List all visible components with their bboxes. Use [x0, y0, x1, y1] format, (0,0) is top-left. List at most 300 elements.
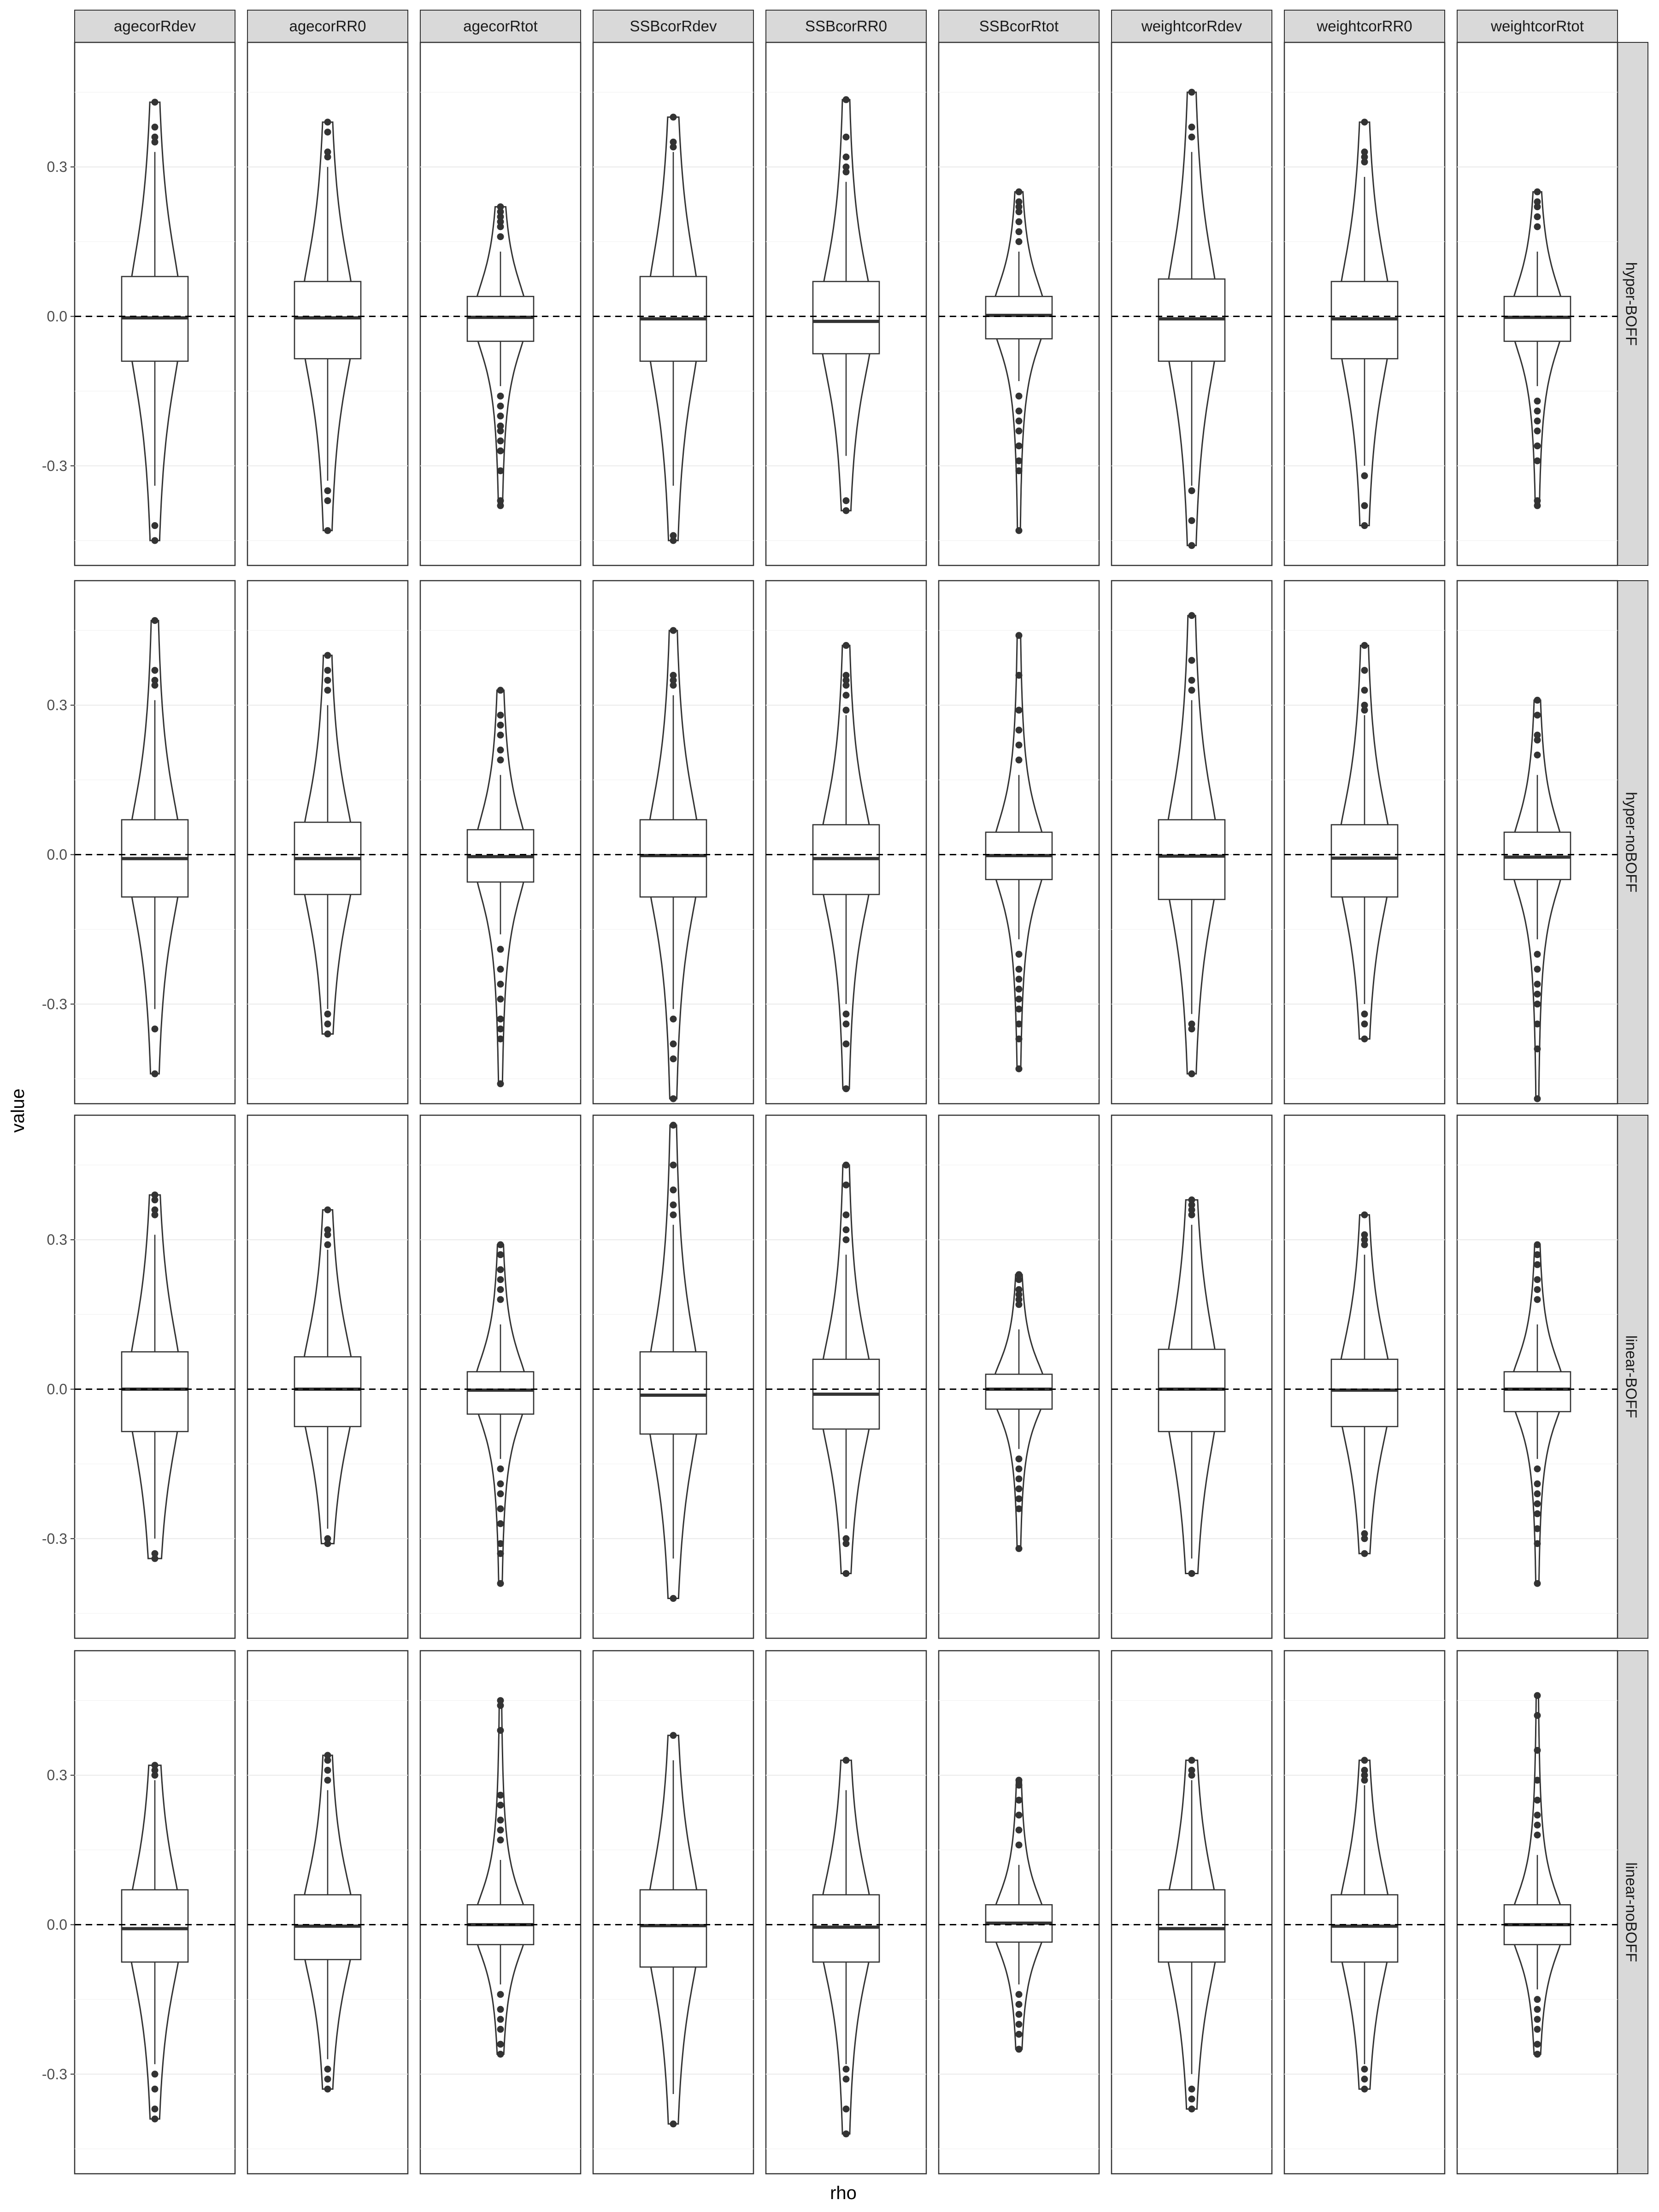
outlier-point	[670, 114, 677, 121]
outlier-point	[670, 1732, 677, 1739]
outlier-point	[670, 2120, 677, 2127]
outlier-point	[1534, 2041, 1541, 2047]
outlier-point	[1534, 2051, 1541, 2058]
outlier-point	[152, 682, 159, 689]
facet-panel	[247, 1651, 408, 2174]
outlier-point	[1534, 1812, 1541, 1818]
outlier-point	[497, 1241, 504, 1248]
outlier-point	[1188, 1757, 1195, 1764]
outlier-point	[497, 467, 504, 474]
outlier-point	[497, 1016, 504, 1023]
outlier-point	[1534, 1712, 1541, 1719]
outlier-point	[1016, 1797, 1023, 1804]
outlier-point	[1534, 1777, 1541, 1784]
outlier-point	[1016, 218, 1023, 225]
outlier-point	[1361, 1241, 1368, 1248]
outlier-point	[1361, 687, 1368, 694]
outlier-point	[1361, 2086, 1368, 2093]
facet-panel	[593, 581, 753, 1104]
outlier-point	[843, 134, 850, 141]
outlier-point	[670, 1122, 677, 1129]
column-strip-label: SSBcorRdev	[629, 18, 717, 35]
outlier-point	[843, 497, 850, 504]
outlier-point	[152, 1555, 159, 1562]
column-strip-label: agecorRR0	[289, 18, 366, 35]
outlier-point	[497, 437, 504, 444]
outlier-point	[497, 757, 504, 764]
outlier-point	[1016, 976, 1023, 982]
facet-panel	[420, 1651, 581, 2174]
outlier-point	[1534, 398, 1541, 405]
outlier-point	[1188, 2095, 1195, 2102]
outlier-point	[1188, 612, 1195, 619]
outlier-point	[1534, 1000, 1541, 1007]
outlier-point	[1534, 966, 1541, 973]
column-strip-label: weightcorRR0	[1317, 18, 1412, 35]
outlier-point	[1016, 1301, 1023, 1308]
outlier-point	[497, 1251, 504, 1258]
y-tick-label: -0.3	[41, 457, 67, 474]
outlier-point	[1534, 1276, 1541, 1283]
row-strip	[1615, 42, 1648, 565]
outlier-point	[497, 1702, 504, 1709]
column-strip	[1284, 10, 1445, 42]
outlier-point	[1188, 517, 1195, 524]
column-strip	[593, 10, 753, 42]
y-tick-label: 0.3	[47, 1231, 67, 1248]
outlier-point	[1188, 487, 1195, 494]
outlier-point	[843, 2130, 850, 2137]
outlier-point	[497, 233, 504, 240]
outlier-point	[324, 677, 331, 684]
outlier-point	[843, 707, 850, 714]
outlier-point	[152, 99, 159, 106]
outlier-point	[497, 1276, 504, 1283]
y-tick-label: 0.3	[47, 159, 67, 176]
outlier-point	[1016, 1276, 1023, 1283]
outlier-point	[152, 1196, 159, 1203]
facet-panel	[247, 1115, 408, 1638]
outlier-point	[1016, 1812, 1023, 1818]
outlier-point	[324, 1206, 331, 1213]
outlier-point	[1534, 1580, 1541, 1587]
outlier-point	[1016, 966, 1023, 973]
outlier-point	[670, 1041, 677, 1047]
outlier-point	[324, 652, 331, 659]
outlier-point	[497, 1727, 504, 1734]
outlier-point	[1534, 1296, 1541, 1303]
outlier-point	[497, 996, 504, 1003]
box-iqr	[813, 282, 879, 354]
outlier-point	[497, 428, 504, 435]
row-strip-label: linear-BOFF	[1623, 1335, 1640, 1418]
outlier-point	[1016, 632, 1023, 639]
outlier-point	[1534, 1747, 1541, 1754]
outlier-point	[497, 1991, 504, 1998]
outlier-point	[1016, 1006, 1023, 1012]
outlier-point	[324, 129, 331, 135]
outlier-point	[843, 2076, 850, 2083]
outlier-point	[1016, 1495, 1023, 1502]
facet-panel	[766, 42, 926, 565]
outlier-point	[1534, 428, 1541, 435]
outlier-point	[1534, 1241, 1541, 1248]
outlier-point	[1361, 522, 1368, 529]
outlier-point	[1534, 1822, 1541, 1829]
outlier-point	[324, 2066, 331, 2073]
outlier-point	[843, 1182, 850, 1188]
outlier-point	[1016, 458, 1023, 465]
facet-panel	[593, 1651, 753, 2174]
facet-panel	[75, 581, 235, 1104]
column-strip	[766, 10, 926, 42]
facet-panel	[1284, 1115, 1445, 1638]
facet-panel	[766, 1115, 926, 1638]
outlier-point	[324, 1021, 331, 1028]
outlier-point	[843, 1236, 850, 1243]
facet-panel	[247, 42, 408, 565]
outlier-point	[1016, 727, 1023, 734]
y-tick-label: -0.3	[41, 1530, 67, 1547]
outlier-point	[324, 2086, 331, 2093]
outlier-point	[1534, 1510, 1541, 1517]
outlier-point	[1016, 442, 1023, 449]
outlier-point	[1534, 712, 1541, 718]
box-iqr	[640, 820, 706, 897]
box-iqr	[1331, 1359, 1398, 1427]
facet-panel	[1284, 42, 1445, 565]
facet-panel	[939, 581, 1099, 1104]
outlier-point	[152, 139, 159, 146]
outlier-point	[497, 1505, 504, 1512]
outlier-point	[497, 1792, 504, 1799]
row-strip	[1615, 581, 1648, 1104]
outlier-point	[1016, 527, 1023, 534]
outlier-point	[497, 223, 504, 230]
outlier-point	[1016, 2011, 1023, 2018]
facet-grid	[42, 10, 1648, 2174]
outlier-point	[1188, 124, 1195, 130]
outlier-point	[1534, 203, 1541, 210]
y-tick-label: 0.0	[47, 308, 67, 325]
y-tick-label: 0.3	[47, 697, 67, 714]
outlier-point	[1534, 2006, 1541, 2013]
facet-panel	[1112, 42, 1272, 565]
outlier-point	[1534, 442, 1541, 449]
outlier-point	[1188, 1071, 1195, 1077]
box-iqr	[1159, 820, 1225, 900]
outlier-point	[843, 1085, 850, 1092]
outlier-point	[670, 1055, 677, 1062]
facet-panel	[939, 1651, 1099, 2174]
outlier-point	[497, 946, 504, 953]
outlier-point	[843, 153, 850, 160]
facet-panel	[593, 42, 753, 565]
box-iqr	[1331, 1895, 1398, 1962]
outlier-point	[152, 522, 159, 529]
outlier-point	[1534, 188, 1541, 195]
outlier-point	[497, 1817, 504, 1824]
facet-panel	[420, 1115, 581, 1638]
column-strip	[1112, 10, 1272, 42]
outlier-point	[1534, 1095, 1541, 1102]
box-iqr	[1159, 1890, 1225, 1962]
outlier-point	[1016, 228, 1023, 235]
outlier-point	[1016, 1476, 1023, 1483]
outlier-point	[497, 1540, 504, 1547]
column-strip-label: weightcorRdev	[1141, 18, 1242, 35]
outlier-point	[843, 1570, 850, 1577]
outlier-point	[1016, 208, 1023, 215]
outlier-point	[497, 722, 504, 729]
outlier-point	[1534, 1797, 1541, 1804]
outlier-point	[1016, 986, 1023, 993]
outlier-point	[843, 2066, 850, 2073]
y-tick-label: 0.0	[47, 1916, 67, 1933]
outlier-point	[497, 1520, 504, 1527]
outlier-point	[324, 1777, 331, 1784]
outlier-point	[1188, 1772, 1195, 1779]
outlier-point	[497, 1802, 504, 1809]
outlier-point	[1016, 1465, 1023, 1472]
facet-panel	[75, 1651, 235, 2174]
box-iqr	[1331, 825, 1398, 897]
column-strip-label: weightcorRtot	[1491, 18, 1584, 35]
outlier-point	[152, 617, 159, 624]
outlier-point	[497, 747, 504, 753]
outlier-point	[843, 169, 850, 176]
outlier-point	[1016, 393, 1023, 400]
outlier-point	[1534, 1480, 1541, 1487]
outlier-point	[1534, 951, 1541, 958]
facet-panel	[593, 1115, 753, 1638]
column-strip-label: SSBcorRtot	[979, 18, 1059, 35]
outlier-point	[1016, 1021, 1023, 1028]
outlier-point	[497, 2026, 504, 2033]
outlier-point	[1534, 752, 1541, 759]
outlier-point	[1534, 1261, 1541, 1268]
y-tick-label: -0.3	[41, 995, 67, 1012]
outlier-point	[1361, 1035, 1368, 1042]
column-strip	[420, 10, 581, 42]
outlier-point	[1361, 642, 1368, 649]
facet-panel	[75, 1115, 235, 1638]
outlier-point	[152, 2116, 159, 2123]
outlier-point	[670, 144, 677, 151]
outlier-point	[1534, 458, 1541, 465]
outlier-point	[324, 497, 331, 504]
outlier-point	[152, 1212, 159, 1218]
outlier-point	[1016, 2046, 1023, 2053]
row-strip	[1615, 1115, 1648, 1638]
outlier-point	[1534, 1286, 1541, 1293]
facet-panel	[1457, 581, 1618, 1104]
outlier-point	[1361, 1550, 1368, 1557]
box-iqr	[294, 282, 361, 359]
outlier-point	[1361, 159, 1368, 165]
outlier-point	[497, 1580, 504, 1587]
x-axis-title: rho	[830, 2183, 857, 2203]
box-iqr	[122, 1890, 188, 1962]
outlier-point	[497, 1836, 504, 1843]
box-iqr	[986, 1374, 1052, 1409]
outlier-point	[1016, 757, 1023, 764]
outlier-point	[1534, 991, 1541, 998]
outlier-point	[843, 1757, 850, 1764]
outlier-point	[1188, 89, 1195, 96]
outlier-point	[324, 1011, 331, 1018]
outlier-point	[324, 1030, 331, 1037]
outlier-point	[670, 1595, 677, 1602]
outlier-point	[497, 1080, 504, 1087]
outlier-point	[1361, 1777, 1368, 1784]
box-iqr	[294, 1357, 361, 1426]
outlier-point	[843, 642, 850, 649]
outlier-point	[670, 1201, 677, 1208]
outlier-point	[1016, 996, 1023, 1003]
y-axis-title: value	[8, 1088, 28, 1133]
outlier-point	[497, 1480, 504, 1487]
column-strip-label: agecorRdev	[114, 18, 196, 35]
outlier-point	[324, 527, 331, 534]
outlier-point	[497, 2041, 504, 2047]
outlier-point	[1188, 677, 1195, 684]
facet-panel	[420, 42, 581, 565]
outlier-point	[1188, 2106, 1195, 2112]
outlier-point	[670, 1212, 677, 1218]
outlier-point	[1188, 1025, 1195, 1032]
outlier-point	[1534, 1831, 1541, 1838]
y-tick-label: -0.3	[41, 2065, 67, 2083]
outlier-point	[1534, 1540, 1541, 1547]
outlier-point	[1534, 407, 1541, 414]
outlier-point	[1016, 1545, 1023, 1552]
row-strip-label: hyper-BOFF	[1623, 262, 1640, 346]
outlier-point	[1361, 472, 1368, 479]
outlier-point	[1016, 741, 1023, 748]
outlier-point	[497, 687, 504, 694]
outlier-point	[1188, 1212, 1195, 1218]
outlier-point	[497, 2006, 504, 2013]
outlier-point	[1188, 687, 1195, 694]
outlier-point	[1534, 1692, 1541, 1699]
outlier-point	[1534, 2026, 1541, 2033]
outlier-point	[670, 1187, 677, 1194]
outlier-point	[1534, 1046, 1541, 1053]
outlier-point	[1534, 1500, 1541, 1507]
outlier-point	[152, 1025, 159, 1032]
outlier-point	[670, 537, 677, 544]
outlier-point	[324, 487, 331, 494]
outlier-point	[1361, 1011, 1368, 1018]
outlier-point	[843, 1011, 850, 1018]
outlier-point	[1361, 2066, 1368, 2073]
y-tick-label: 0.0	[47, 1381, 67, 1398]
outlier-point	[324, 1757, 331, 1764]
outlier-point	[1361, 1757, 1368, 1764]
facet-panel	[420, 581, 581, 1104]
outlier-point	[1016, 1035, 1023, 1042]
outlier-point	[1534, 502, 1541, 509]
outlier-point	[843, 1226, 850, 1233]
outlier-point	[497, 1296, 504, 1303]
outlier-point	[1016, 672, 1023, 679]
outlier-point	[1016, 428, 1023, 435]
outlier-point	[1016, 2001, 1023, 2008]
row-strip-label: hyper-noBOFF	[1623, 792, 1640, 893]
outlier-point	[843, 1162, 850, 1169]
box-iqr	[122, 1352, 188, 1431]
column-strip-label: agecorRtot	[463, 18, 538, 35]
column-strip	[247, 10, 408, 42]
outlier-point	[1188, 134, 1195, 141]
outlier-point	[670, 1016, 677, 1023]
outlier-point	[152, 2071, 159, 2077]
outlier-point	[324, 2076, 331, 2083]
outlier-point	[1188, 657, 1195, 664]
outlier-point	[1534, 697, 1541, 704]
outlier-point	[497, 2016, 504, 2023]
outlier-point	[324, 667, 331, 674]
outlier-point	[152, 1772, 159, 1779]
outlier-point	[670, 682, 677, 689]
row-strip-label: linear-noBOFF	[1623, 1862, 1640, 1962]
row-strip	[1615, 1651, 1648, 2174]
outlier-point	[497, 966, 504, 973]
outlier-point	[1016, 2031, 1023, 2038]
outlier-point	[843, 692, 850, 699]
facet-panel	[1112, 1651, 1272, 2174]
outlier-point	[152, 1071, 159, 1077]
column-strip	[1457, 10, 1618, 42]
outlier-point	[1016, 1505, 1023, 1512]
outlier-point	[1534, 1465, 1541, 1472]
outlier-point	[1534, 981, 1541, 988]
outlier-point	[324, 1540, 331, 1547]
outlier-point	[1534, 1525, 1541, 1532]
column-strip	[75, 10, 235, 42]
outlier-point	[497, 1465, 504, 1472]
outlier-point	[1361, 1212, 1368, 1218]
facet-panel	[766, 581, 926, 1104]
outlier-point	[497, 1025, 504, 1032]
facet-panel	[1457, 1115, 1618, 1638]
facet-panel	[766, 1651, 926, 2174]
outlier-point	[1188, 2086, 1195, 2093]
facet-panel	[939, 1115, 1099, 1638]
outlier-point	[1016, 467, 1023, 474]
outlier-point	[1016, 1485, 1023, 1492]
y-tick-label: 0.0	[47, 846, 67, 863]
outlier-point	[1534, 418, 1541, 424]
y-tick-label: 0.3	[47, 1767, 67, 1784]
box-iqr	[1504, 1372, 1571, 1412]
outlier-point	[497, 1035, 504, 1042]
outlier-point	[1534, 1021, 1541, 1028]
outlier-point	[1361, 707, 1368, 714]
outlier-point	[670, 1162, 677, 1169]
outlier-point	[1016, 707, 1023, 714]
outlier-point	[1188, 542, 1195, 549]
outlier-point	[1361, 667, 1368, 674]
outlier-point	[152, 2086, 159, 2093]
outlier-point	[1534, 736, 1541, 743]
outlier-point	[152, 667, 159, 674]
outlier-point	[1534, 1251, 1541, 1258]
facet-panel	[1284, 581, 1445, 1104]
box-iqr	[640, 1352, 706, 1434]
outlier-point	[843, 682, 850, 689]
